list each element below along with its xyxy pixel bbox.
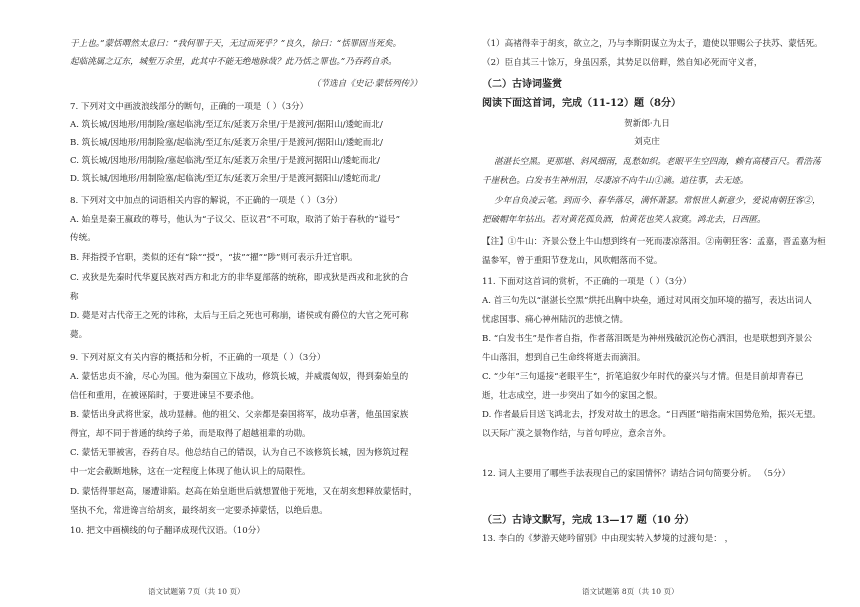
poem-note: 【注】①牛山：齐景公登上牛山想到终有一死而凄凉落泪。②南朝狂客：孟嘉，晋孟嘉为桓 [482,237,826,247]
option-11b: B. “白发书生”是作者自指，作者落泪既是为神州残破沉沦伤心洒泪，也是联想到齐景公 [482,334,812,344]
poem-line: 湛湛长空黑。更那堪、斜风细雨，乱愁如织。老眼平生空四海，赖有高楼百尺。看浩荡 [494,157,821,167]
poem-title: 贺新郎·九日 [624,119,670,129]
question-8: 8. 下列对文中加点的词语相关内容的解说，不正确的一项是（ ）（3分） [70,196,343,206]
option-9a: A. 蒙恬忠贞不渝，尽心为国。他为秦国立下战功，修筑长城，并威震匈奴，得到秦始皇的 [70,372,409,382]
option-7d: D. 筑长城/因地形/用制险塞/起临洮/至辽东/延袤万余里/于是渡河据阳山/逶蛇而北/ [70,174,381,184]
question-10: 10. 把文中画横线的句子翻译成现代汉语。（10分） [70,526,265,536]
option-11d: D. 作者最后目送飞鸿北去，抒发对故土的思念。“日西匿”暗指南宋国势危殆，振兴无望。 [482,410,821,420]
option-9d-cont: 坚执不允，常进谗言给胡亥，最终胡亥一定要杀掉蒙恬，以绝后患。 [70,506,328,516]
option-9c: C. 蒙恬无罪被害，吞药自尽。他总结自己的错误，认为自己不该修筑长城，因为修筑过程 [70,448,409,458]
question-12: 12. 词人主要用了哪些手法表现自己的家国情怀？请结合词句简要分析。 （5分） [482,469,791,479]
option-11a-cont: 忧虑国事、痛心神州陆沉的悲愤之情。 [482,315,629,325]
option-11c: C. “少年”三句遥接“老眼平生”，折笔追叙少年时代的豪兴与才情。但是目前却青春已 [482,372,804,382]
poem-line: 千崖秋色。白发书生神州泪，尽凄凉不向牛山①滴。追往事，去无迹。 [482,176,749,186]
reading-instruction: 阅读下面这首词，完成（11-12）题（8分） [482,98,681,109]
poem-line: 把破帽年年拈出。若对黄花孤负酒，怕黄花也笑人寂寞。鸿北去，日西匿。 [482,215,766,225]
poem-author: 刘克庄 [634,137,660,147]
option-7b: B. 筑长城/因地形/用制险塞/起临洮/至辽东/延袤万余里/于是渡河/据阳山/逶蛇而北/ [70,138,383,148]
translate-sentence-2: （2）臣自其三十馀万，身虽囚系，其势足以倍畔，然自知必死而守义者， [482,58,763,68]
option-9a-cont: 信任和重用，在被诬陷时，于要进谏呈不要杀他。 [70,391,260,401]
option-9d: D. 蒙恬得罪赵高，屡遭诽陷。赵高在始皇逝世后就想置他于死地，又在胡亥想释放蒙恬时， [70,487,418,497]
option-9c-cont: 中一定会截断地脉，这在一定程度上体现了他认识上的局限性。 [70,467,311,477]
question-7: 7. 下列对文中画波浪线部分的断句，正确的一项是（ ）（3分） [70,102,309,112]
option-8b: B. 拜指授予官职，类似的还有“除”“授”，“拔”“擢”“陟”则可表示升迁官职。 [70,253,358,263]
option-11b-cont: 牛山落泪，想到自己生命终将逝去而滴泪。 [482,353,646,363]
poem-line: 少年自负凌云笔。到而今、春华落尽，满怀萧瑟。常恨世人新意少，爱说南朝狂客②， [494,196,821,206]
option-9b-cont: 得宜，却不同于普通的纨绔子弟，而是取得了超越祖辈的功勋。 [70,429,311,439]
translate-sentence-1: （1）高褚得幸于胡亥，欲立之，乃与李斯阴谋立为太子，遣使以罪赐公子扶苏、蒙恬死。 [482,39,823,49]
section-heading-poetry: （二）古诗词鉴赏 [482,79,562,90]
option-8c-cont: 称 [70,292,79,302]
question-13: 13. 李白的《梦游天姥吟留别》中由现实转入梦境的过渡句是： ， [482,534,734,544]
option-7a: A. 筑长城/因地形/用制险/塞起临洮/至辽东/延袤万余里/于是渡河/据阳山/逶蛇而北/ [70,120,383,130]
option-8a-cont: 传统。 [70,233,96,243]
option-7c: C. 筑长城/因地形/用制险/塞起临洮/至辽东/延袤万余里/于是渡河据阳山/逶蛇而北/ [70,156,380,166]
page-number-right: 语文试题第 8页（共 10 页） [582,587,679,596]
passage-source: （节选自《史记·蒙恬列传》） [311,79,422,89]
option-8a: A. 始皇是秦王嬴政的尊号，他认为“子议父、臣议君”不可取，取消了始于春秋的“谥号” [70,215,401,225]
poem-note-cont: 温参军，曾于重阳节登龙山，风吹帽落而不觉。 [482,256,663,266]
option-11c-cont: 逝，壮志成空，进一步突出了如今的家国之恨。 [482,391,663,401]
passage-line: 于上也。”蒙恬喟然太息曰：“我何罪于天，无过而死乎？”良久，徐曰：“恬罪固当死矣。 [70,39,402,49]
question-11: 11. 下面对这首词的赏析，不正确的一项是（ ）（3分） [482,277,692,287]
option-9b: B. 蒙恬出身武将世家，战功显赫。他的祖父、父亲都是秦国将军，战功卓著，他虽国家族 [70,410,409,420]
page-number-left: 语文试题第 7页（共 10 页） [148,587,245,596]
question-9: 9. 下列对原文有关内容的概括和分析，不正确的一项是（ ）（3分） [70,353,326,363]
section-heading-dictation: （三）古诗文默写，完成 13—17 题（10 分） [482,515,695,526]
option-11d-cont: 以天际广漠之景物作结，与首句呼应，意余言外。 [482,429,672,439]
passage-line: 起临洮属之辽东，城堑万余里，此其中不能无绝地脉哉？此乃恬之罪也。”乃吞药自杀。 [70,57,397,67]
option-11a: A. 首三句先以“湛湛长空黑”烘托出胸中块垒，通过对风雨交加环境的描写，表达出词人 [482,296,812,306]
option-8d: D. 薨是对古代帝王之死的讳称，太后与王后之死也可称崩，诸侯或有爵位的大官之死可称 [70,311,409,321]
option-8c: C. 戎狄是先秦时代华夏民族对西方和北方的非华夏部落的统称，即戎狄是西戎和北狄的合 [70,273,409,283]
option-8d-cont: 薨。 [70,330,88,340]
